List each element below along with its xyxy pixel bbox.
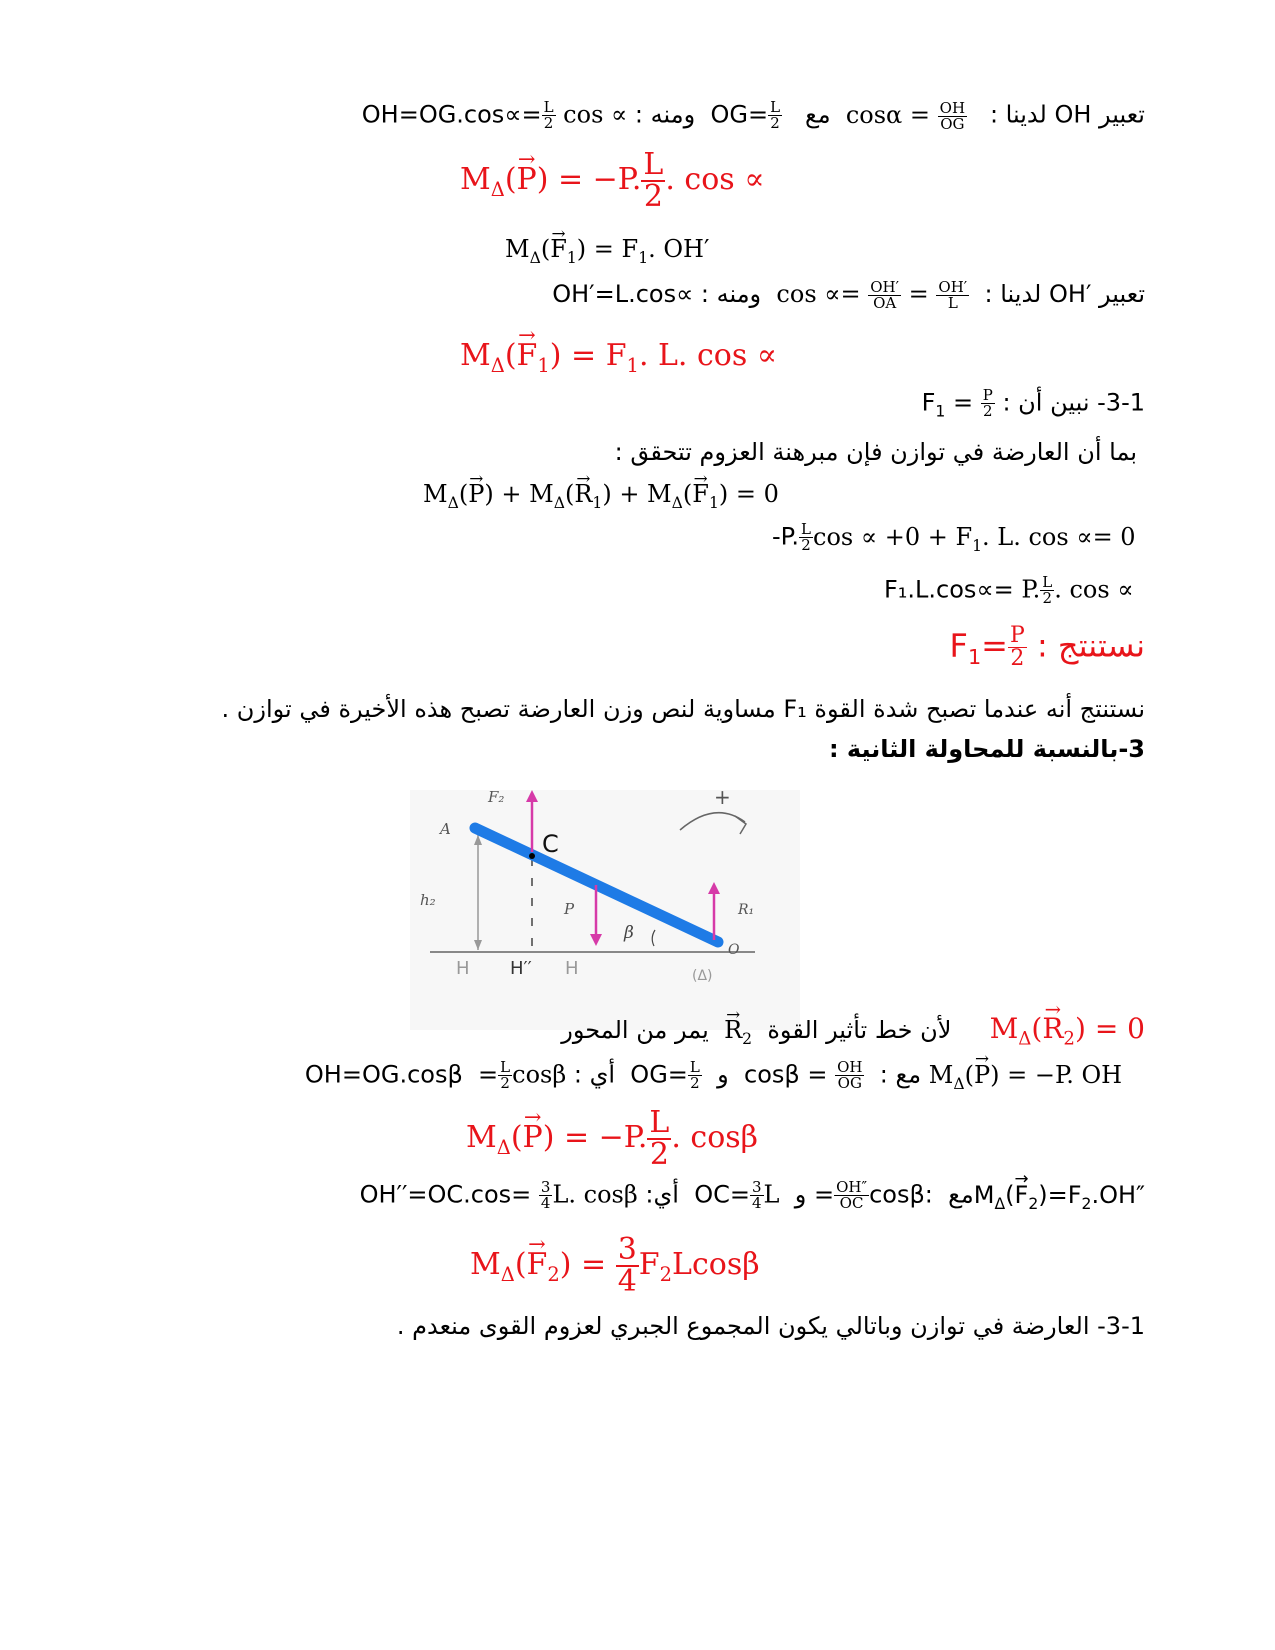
moment-p-beta-equation: $M_\Delta(\to P) = -P$. $\frac{L}{2}$ . cosβ xyxy=(466,1108,758,1170)
equilibrium-statement: بما أن العارضة في توازن فإن مبرهنة العزوم تتحقق : xyxy=(614,438,1137,466)
r2-reason-end: يمر من المحور xyxy=(561,1016,709,1044)
label-a: A xyxy=(440,820,451,838)
oh-prime-result: OH′=L.cos∝ xyxy=(552,280,694,308)
final-statement: 3-1- العارضة في توازن وباتالي يكون المجموع الجبري لعزوم القوى منعدم . xyxy=(396,1312,1145,1340)
label-beta: β xyxy=(624,923,634,943)
r2-reason: لأن خط تأثير القوة xyxy=(767,1016,952,1044)
prove-intro: 3-1- نبين أن : xyxy=(1002,388,1145,417)
with-word-3: مع : xyxy=(879,1060,922,1089)
oh-prime-intro: تعبير ′OH لدينا : xyxy=(984,280,1145,308)
prove-f1-line: 3-1- نبين أن : $F_1$ = $\frac{P}{2}$ xyxy=(913,386,1145,421)
oh-beta-result: OH=OG.cosβ xyxy=(304,1060,463,1089)
hence-word-2: ومنه : xyxy=(700,280,762,308)
minus-p: -P. xyxy=(772,522,800,551)
label-c: C xyxy=(542,830,559,858)
oh-expression-line: تعبير OH لدينا : cosα = $\frac{OH}{OG}$ مع OG= $\frac{L}{2}$ ومنه : OH=OG.cos∝= $\frac{L}{2}$ cos ∝ xyxy=(361,98,1145,133)
substituted-equation: -P. $\frac{L}{2}$ $\cos \propto +0 + F_1$. L. cos ∝= 0 xyxy=(772,520,1136,555)
conclusion-f1: نستنتج : $F_1=$ $\frac{P}{2}$ xyxy=(949,623,1145,671)
simplified-equation: F₁.L.cos∝= P. $\frac{L}{2}$ . cos ∝ xyxy=(884,573,1134,607)
label-axis: (Δ) xyxy=(692,968,713,984)
label-h: H xyxy=(456,958,470,979)
i-word: أي : xyxy=(573,1060,616,1089)
r2-moment-line: $M_\Delta(\to R_2) = 0$ لأن خط تأثير القوة → $R_2$ يمر من المحور xyxy=(561,1012,1145,1050)
and-word: و xyxy=(717,1060,729,1089)
oh-prime-expression-line: تعبير ′OH لدينا : cos ∝= $\frac{OH'}{OA}$ = $\frac{OH'}{L}$ ومنه : OH′=L.cos∝ xyxy=(552,278,1145,312)
label-f2: F₂ xyxy=(488,790,505,806)
label-r1: R₁ xyxy=(738,902,755,918)
label-o: O xyxy=(728,942,740,958)
with-word-4: مع xyxy=(948,1180,974,1209)
label-h2: h₂ xyxy=(420,891,436,909)
oh-double-prime-line: $M_\Delta(\to$ $F_2)=F_2.OH''مع$ = $\frac{OH''}{OC}$ cosβ: و OC= $\frac{3}{4}$ L أي: OH′′=OC.cos= $\frac{3}{4}$ L. cosβ xyxy=(352,1180,1145,1212)
oh-beta-line: $M_\Delta(\to P) = -P$. OH مع : cosβ = $\frac{OH}{OG}$ و OG= $\frac{L}{2}$ أي : OH=OG.cosβ = $\frac{L}{2}$ cosβ xyxy=(290,1060,1145,1092)
oh-result: OH=OG.cos∝= xyxy=(361,100,542,129)
conclude-word: نستنتج : xyxy=(1036,626,1145,665)
beam-diagram xyxy=(410,790,800,1030)
label-hpp: H′′ xyxy=(510,958,532,979)
label-plus: + xyxy=(714,790,731,809)
and-word-2: و xyxy=(794,1180,807,1209)
f1-l-cos: F₁.L.cos∝= xyxy=(884,575,1014,604)
point-c xyxy=(529,853,535,859)
section-heading-second-trial: 3-بالنسبة للمحاولة الثانية : xyxy=(828,735,1145,763)
hence-word: ومنه : xyxy=(634,100,696,129)
moment-p-equation: $M_\Delta(\to P) = -P$. $\frac{L}{2}$ . cos ∝ xyxy=(460,150,765,212)
moment-sum-equation: $M_\Delta(\to P) + M_\Delta(\to R_1) + M_\Delta(\to F_1) = 0$ xyxy=(423,480,779,512)
moment-f2-equation: $M_\Delta(\to F_2)$ = $\frac{3}{4}$ $F_2Lcos\beta$ xyxy=(470,1235,760,1297)
moment-f1-equation: $M_\Delta(\to F_1) = F_1$. L. cos ∝ xyxy=(460,338,777,377)
label-h-second: H xyxy=(565,958,579,979)
oh-double-prime-result: OH′′=OC.cos= xyxy=(359,1180,532,1209)
oh-intro: تعبير OH لدينا : xyxy=(989,100,1145,129)
i-word-2: أي: xyxy=(645,1180,679,1209)
label-p: P xyxy=(564,900,575,918)
moment-f1-definition: $M_\Delta(\to F_1) = F_1$. OH′ xyxy=(505,235,709,267)
conclusion-sentence: نستنتج أنه عندما تصبح شدة القوة F₁ مساوية لنص وزن العارضة تصبح هذه الأخيرة في توازن . xyxy=(221,695,1145,723)
with-word: مع xyxy=(804,100,831,129)
